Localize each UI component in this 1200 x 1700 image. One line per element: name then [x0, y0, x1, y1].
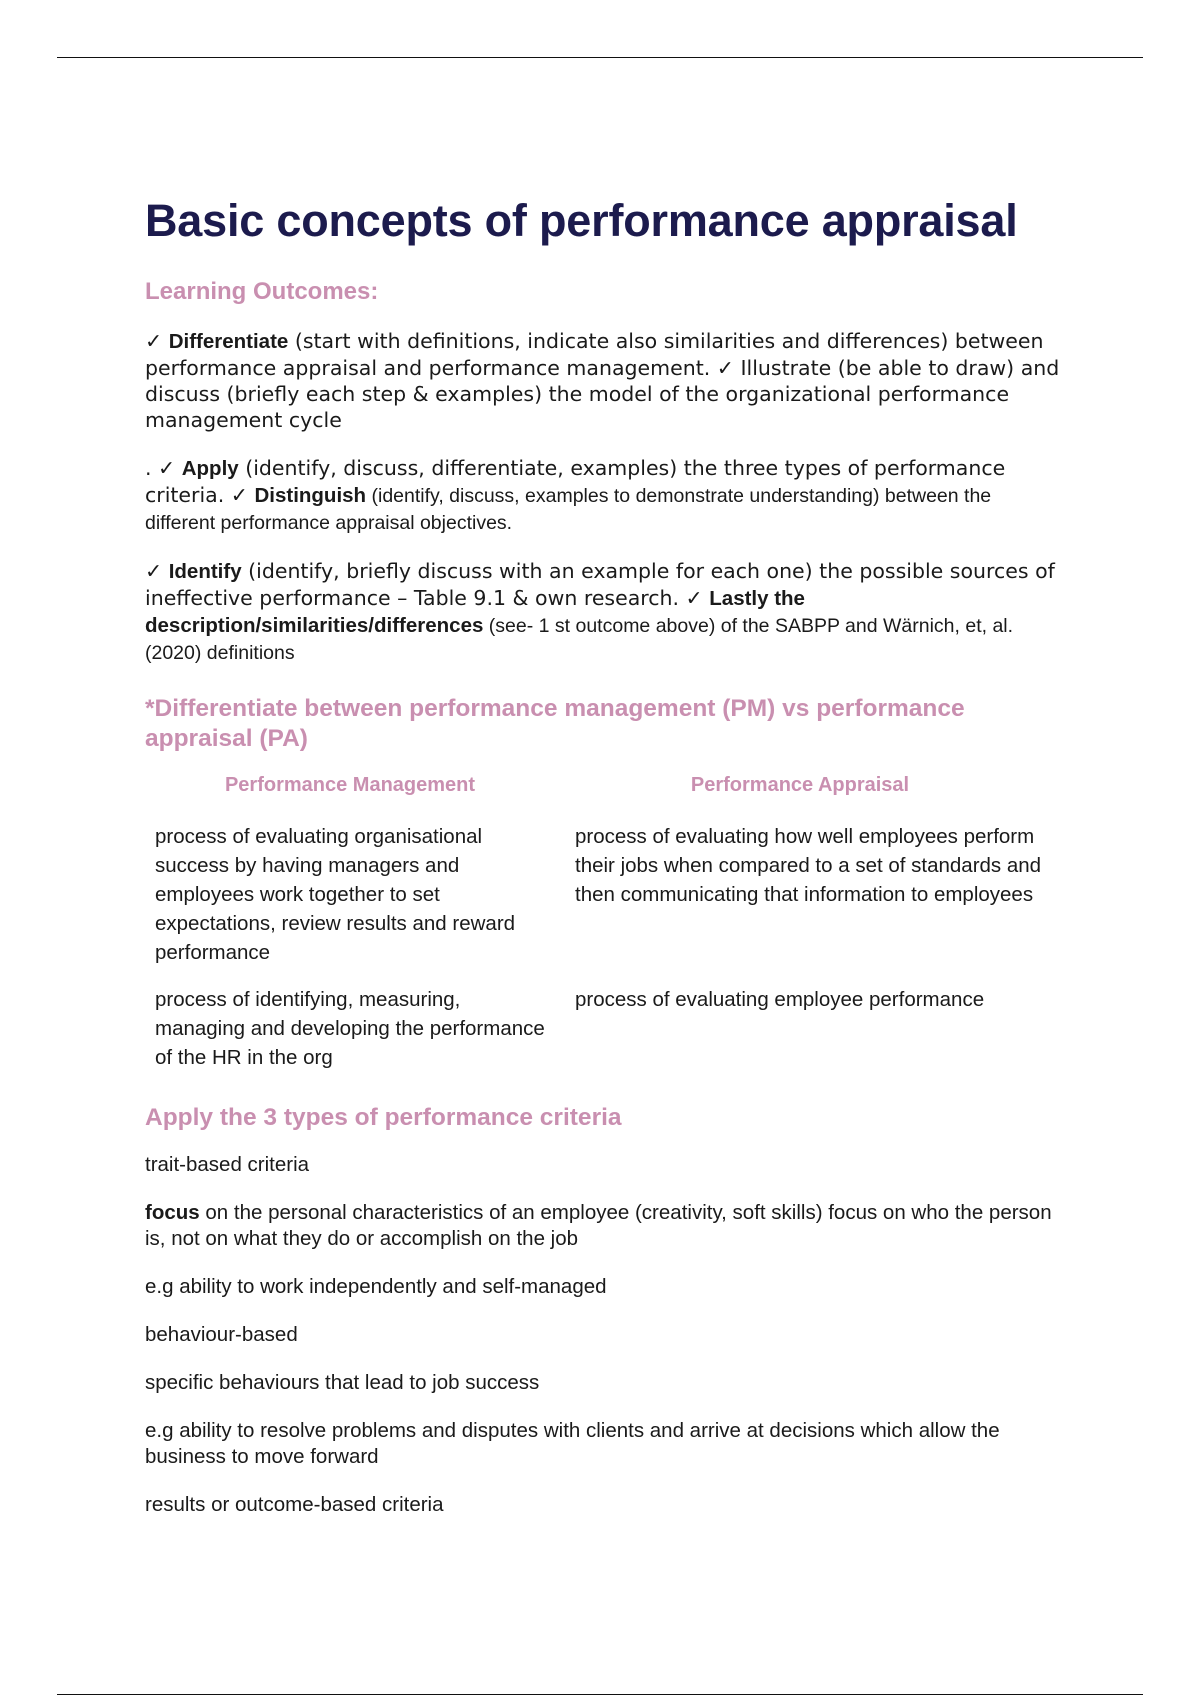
table-row: [145, 822, 1065, 967]
table-cell: process of evaluating organisational success by having managers and employees work together to set expectations, review results and reward performance: [155, 825, 516, 964]
outcome-text: (see- 1 st outcome above) of the SABPP and Wärnich, et, al. (2020) definitions: [145, 615, 1014, 664]
check-mark: ✓: [145, 329, 169, 353]
outcome-keyword: Distinguish: [254, 484, 367, 507]
table-cell: process of evaluating how well employees perform their jobs when compared to a set of standards and then communicating that information to employees: [575, 825, 1042, 906]
trait-title: trait-based criteria: [145, 1153, 310, 1176]
table-header-cell: Performance Appraisal: [690, 774, 910, 796]
outcome-paragraph-2: [145, 455, 1065, 536]
pm-vs-pa-table: [145, 770, 1065, 1072]
behaviour-description: specific behaviours that lead to job success: [145, 1371, 540, 1394]
outcome-keyword: Lastly the description/similarities/differences: [145, 587, 805, 637]
behaviour-example: e.g ability to resolve problems and disputes with clients and arrive at decisions which allow the business to move forward: [145, 1419, 1000, 1468]
results-title: results or outcome-based criteria: [145, 1493, 444, 1516]
criteria-heading: Apply the 3 types of performance criteria: [145, 1104, 622, 1131]
bottom-rule: [57, 1694, 1143, 1695]
learning-outcomes-heading: Learning Outcomes:: [145, 278, 379, 305]
page-title: Basic concepts of performance appraisal: [145, 195, 1018, 246]
table-cell: process of identifying, measuring, managing and developing the performance of the HR in the org: [155, 988, 545, 1069]
outcome-prefix: . ✓: [145, 456, 182, 480]
behaviour-title: behaviour-based: [145, 1323, 298, 1346]
outcome-text: (identify, briefly discuss with an example for each one) the possible sources of ineffective performance – Table 9.1 & own research. ✓: [145, 559, 1055, 610]
outcome-text: (identify, discuss, differentiate, examples) the three types of performance criteria. ✓: [145, 456, 1006, 507]
table-header-cell: Performance Management: [224, 774, 476, 796]
outcome-keyword: Identify: [168, 560, 242, 583]
table-row: [145, 985, 1065, 1072]
trait-focus: [145, 1200, 1065, 1252]
outcome-paragraph-1: [145, 328, 1065, 433]
table-cell: process of evaluating employee performance: [575, 988, 985, 1011]
outcome-text: (identify, discuss, examples to demonstrate understanding) between the different performance appraisal objectives.: [145, 485, 992, 534]
trait-example: e.g ability to work independently and self-managed: [145, 1275, 607, 1298]
outcome-keyword: Apply: [181, 457, 239, 480]
differentiate-heading: *Differentiate between performance management (PM) vs performance appraisal (PA): [145, 695, 965, 752]
focus-keyword: focus: [145, 1201, 200, 1224]
table-header-row: [145, 770, 1065, 800]
outcome-prefix: ✓: [145, 559, 169, 583]
outcome-keyword: Differentiate: [168, 330, 289, 353]
outcome-paragraph-3: [145, 558, 1065, 666]
trait-focus-text: on the personal characteristics of an employee (creativity, soft skills) focus on who the person is, not on what they do or accomplish on the job: [145, 1201, 1052, 1250]
top-rule: [57, 57, 1143, 58]
document-body: [145, 190, 1065, 1518]
outcome-text: (start with definitions, indicate also similarities and differences) between performance appraisal and performance management. ✓ Illustrate (be able to draw) and discuss (briefly each step & examples) the model of the organizational performance management cycle: [145, 329, 1060, 432]
